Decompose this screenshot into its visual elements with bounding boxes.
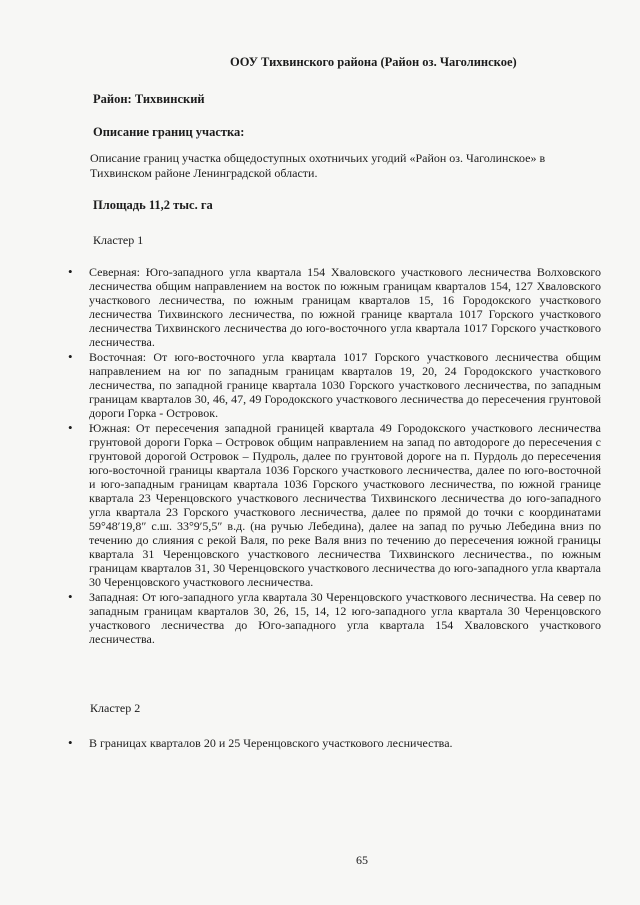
cluster-1-label: Кластер 1 [93, 233, 144, 247]
cluster-2-label: Кластер 2 [90, 701, 141, 715]
list-item-text: В границах кварталов 20 и 25 Черенцовского участкового лесничества. [89, 736, 453, 750]
document-title: ООУ Тихвинского района (Район оз. Чаголинское) [230, 55, 517, 69]
list-item [68, 350, 601, 420]
bullet-icon: • [68, 420, 73, 435]
list-item-text: Восточная: От юго-восточного угла квартала 1017 Горского участкового лесничества общим направлением на юг по западным границам кварталов 19, 20, 24 Городокского участкового лесничества, по западной границе квартала 1030 Горского участкового лесничества, по западным границам кварталов 30, 46, 47, 49 Городокского участкового лесничества до пересечения грунтовой дороги Горка - Островок. [89, 350, 601, 420]
list-item [68, 590, 601, 646]
list-item [68, 736, 601, 750]
list-item-text: Западная: От юго-западного угла квартала 30 Черенцовского участкового лесничества. На север по западным границам кварталов 30, 26, 15, 14, 12 юго-западного угла квартала 30 Черенцовского участкового лесничества до Юго-западного угла квартала 154 Хваловского участкового лесничества. [89, 590, 601, 646]
district-label: Район: Тихвинский [93, 92, 205, 106]
list-item [68, 265, 601, 349]
area-label: Площадь 11,2 тыс. га [93, 198, 213, 212]
list-item-text: Южная: От пересечения западной границей квартала 49 Городокского участкового лесничества грунтовой дороги Горка – Островок общим направлением на запад по автодороге до пересечения с грунтовой дорогой Островок – Пудроль, далее по грунтовой дороге на п. Пурдоль до пересечения юго-восточной границы квартала 1036 Горского участкового лесничества, далее по юго-восточной и юго-западным границам квартала 1036 Горского участкового лесничества, по южной границе квартала 23 Черенцовского участкового лесничества Тихвинского лесничества до юго-западного угла квартала 23 Горского участкового лесничества, далее по прямой до точки с координатами 59°48′19,8″ с.ш. 33°9′5,5″ в.д. (на ручью Лебедина), далее на запад по ручью Лебедина вниз по течению до слияния с рекой Валя, по реке Валя вниз по течению до пересечения южной границы квартала 31 Черенцовского участкового лесничества Тихвинского лесничества., по южным границам кварталов 31, 30 Черенцовского участкового лесничества до юго-западного угла квартала 30 Черенцовского участкового лесничества. [89, 421, 601, 589]
boundaries-heading: Описание границ участка: [93, 125, 245, 139]
description-paragraph: Описание границ участка общедоступных охотничьих угодий «Район оз. Чаголинское» в Тихвинском районе Ленинградской области. [90, 151, 546, 180]
cluster-1-list [68, 265, 601, 647]
bullet-icon: • [68, 349, 73, 364]
list-item-text: Северная: Юго-западного угла квартала 154 Хваловского участкового лесничества Волховского лесничества общим направлением на восток по южным границам кварталов 154, 127 Хваловского участкового лесничества, по южным границам кварталов 15, 16 Городокского участкового лесничества Тихвинского лесничества, по южной границе квартала 1017 Горского участкового лесничества Тихвинского лесничества до юго-восточного угла квартала 1017 Горского участкового лесничества. [89, 265, 601, 349]
bullet-icon: • [68, 264, 73, 279]
bullet-icon: • [68, 735, 73, 750]
page-number: 65 [356, 853, 368, 867]
bullet-icon: • [68, 589, 73, 604]
list-item [68, 421, 601, 589]
cluster-2-list [68, 736, 601, 751]
